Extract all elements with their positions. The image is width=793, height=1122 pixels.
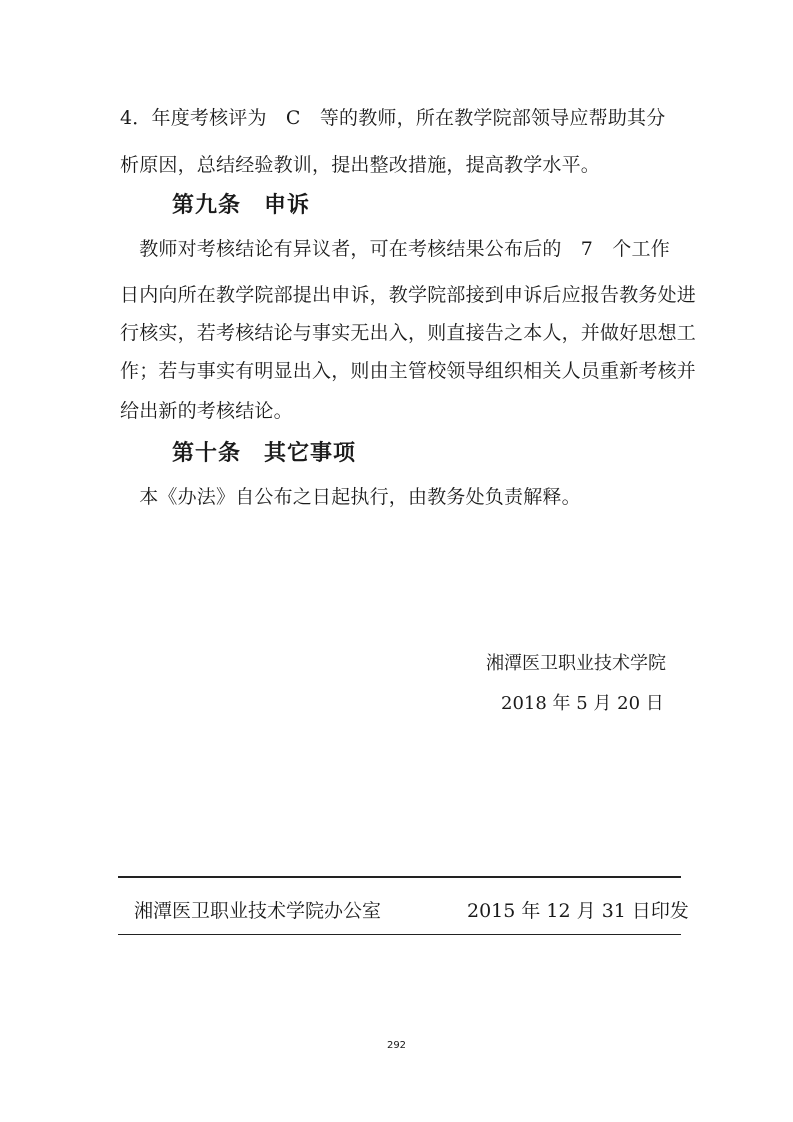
article9-line3: 行核实，若考核结论与事实无出入，则直接告之本人，并做好思想工 <box>120 322 697 344</box>
article10-heading: 第十条 其它事项 <box>172 441 357 466</box>
footer-bottom-rule <box>118 934 681 935</box>
article9-line4: 作；若与事实有明显出入，则由主管校领导组织相关人员重新考核并 <box>120 360 697 382</box>
footer-top-rule <box>118 876 681 878</box>
footer-office: 湘潭医卫职业技术学院办公室 <box>134 900 382 922</box>
signature-date: 2018 年 5 月 20 日 <box>501 693 664 714</box>
page-number: 292 <box>386 1040 407 1051</box>
article9-heading: 第九条 申诉 <box>172 193 311 218</box>
signature-institution: 湘潭医卫职业技术学院 <box>486 653 666 674</box>
article9-line5: 给出新的考核结论。 <box>120 400 293 422</box>
item4-line2: 析原因，总结经验教训，提出整改措施，提高教学水平。 <box>120 154 601 176</box>
article9-line2: 日内向所在教学院部提出申诉，教学院部接到申诉后应报告教务处进 <box>120 284 697 306</box>
article10-line: 本《办法》自公布之日起执行，由教务处负责解释。 <box>120 486 581 508</box>
article9-line1: 教师对考核结论有异议者，可在考核结果公布后的 7 个工作 <box>120 238 670 260</box>
footer-issued-date: 2015 年 12 月 31 日印发 <box>467 900 689 922</box>
item4-line1: 4．年度考核评为 C 等的教师，所在教学院部领导应帮助其分 <box>120 107 666 129</box>
